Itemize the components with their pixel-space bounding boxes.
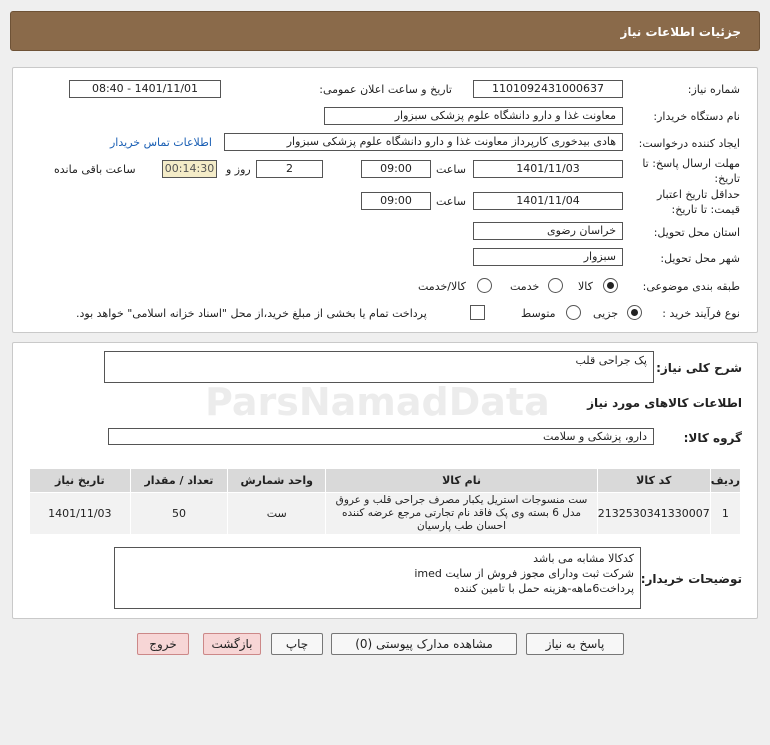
col-unit: واحد شمارش <box>228 469 326 493</box>
buyer-notes-line-2: شرکت ثبت ودارای مجوز فروش از سایت imed <box>414 567 634 580</box>
announce-label: تاریخ و ساعت اعلان عمومی: <box>319 83 452 96</box>
remaining-time-field: 00:14:30 <box>162 160 217 178</box>
need-description-label: شرح کلی نیاز: <box>656 361 742 375</box>
buyer-org-label: نام دستگاه خریدار: <box>653 110 740 123</box>
remaining-time-label: ساعت باقی مانده <box>54 163 136 176</box>
need-number-field: 1101092431000637 <box>473 80 623 98</box>
goods-table-header <box>30 469 741 493</box>
reply-button[interactable]: پاسخ به نیاز <box>526 633 624 655</box>
print-button[interactable]: چاپ <box>271 633 323 655</box>
process-option-medium: متوسط <box>521 307 556 320</box>
cell-qty: 50 <box>130 493 228 535</box>
category-radio-goods-service[interactable] <box>477 278 492 293</box>
buyer-contact-link[interactable]: اطلاعات تماس خریدار <box>110 136 212 149</box>
validity-label: حداقل تاریخ اعتبار <box>656 188 740 201</box>
attachments-button[interactable]: مشاهده مدارک پیوستی (0) <box>331 633 517 655</box>
page-header <box>10 11 760 51</box>
process-radio-medium[interactable] <box>566 305 581 320</box>
col-name: نام کالا <box>326 469 598 493</box>
buyer-notes-label: توضیحات خریدار: <box>640 572 742 586</box>
announce-datetime-field: 1401/11/01 - 08:40 <box>69 80 221 98</box>
goods-table <box>29 468 741 535</box>
validity-time-field: 09:00 <box>361 192 431 210</box>
cell-name-line-1: ست منسوجات استریل یکبار مصرف جراحی قلب و عروق <box>335 494 588 506</box>
page-title: جزئیات اطلاعات نیاز <box>620 25 741 39</box>
cell-name <box>326 493 598 535</box>
reply-date-field: 1401/11/03 <box>473 160 623 178</box>
process-label: نوع فرآیند خرید : <box>662 307 740 320</box>
category-option-service: خدمت <box>510 280 540 293</box>
goods-info-title: اطلاعات کالاهای مورد نیاز <box>587 396 742 410</box>
process-radio-minor[interactable] <box>627 305 642 320</box>
need-description-field: پک جراحی قلب <box>104 351 654 383</box>
treasury-payment-text: پرداخت تمام یا بخشی از مبلغ خرید،از محل "اسناد خزانه اسلامی" خواهد بود. <box>76 307 427 320</box>
cell-code: 2132530341330007 <box>597 493 710 535</box>
category-option-goods: کالا <box>578 280 593 293</box>
city-label: شهر محل تحویل: <box>660 252 740 265</box>
goods-group-label: گروه کالا: <box>683 431 742 445</box>
col-row: ردیف <box>710 469 740 493</box>
treasury-payment-checkbox[interactable] <box>470 305 485 320</box>
need-number-label: شماره نیاز: <box>687 83 740 96</box>
exit-button[interactable]: خروج <box>137 633 189 655</box>
buyer-notes-box <box>114 547 641 609</box>
cell-row: 1 <box>710 493 740 535</box>
days-label: روز و <box>226 163 251 176</box>
category-radio-service[interactable] <box>548 278 563 293</box>
cell-name-line-2: مدل 6 بسته وی پک فاقد نام تجارتی مرجع عرضه کننده <box>342 507 582 519</box>
cell-date: 1401/11/03 <box>30 493 131 535</box>
creator-field: هادی بیدخوری کارپرداز معاونت غذا و دارو دانشگاه علوم پزشکی سبزوار <box>224 133 623 151</box>
province-field: خراسان رضوی <box>473 222 623 240</box>
goods-group-field: دارو، پزشکی و سلامت <box>108 428 654 445</box>
validity-time-label: ساعت <box>436 195 466 208</box>
validity-label-2: قیمت: تا تاریخ: <box>671 203 740 216</box>
days-field: 2 <box>256 160 323 178</box>
validity-date-field: 1401/11/04 <box>473 192 623 210</box>
buyer-org-field: معاونت غذا و دارو دانشگاه علوم پزشکی سبزوار <box>324 107 623 125</box>
buyer-notes-line-3: پرداخت6ماهه-هزینه حمل با تامین کننده <box>453 582 634 595</box>
back-button[interactable]: بازگشت <box>203 633 261 655</box>
reply-time-label: ساعت <box>436 163 466 176</box>
col-code: کد کالا <box>597 469 710 493</box>
cell-unit: ست <box>228 493 326 535</box>
cell-name-line-3: احسان طب پارسیان <box>416 520 507 532</box>
reply-deadline-label: مهلت ارسال پاسخ: تا <box>642 157 740 170</box>
buyer-notes-line-1: کدکالا مشابه می باشد <box>533 552 634 565</box>
table-row <box>30 493 741 535</box>
province-label: استان محل تحویل: <box>653 226 740 239</box>
reply-time-field: 09:00 <box>361 160 431 178</box>
category-radio-goods[interactable] <box>603 278 618 293</box>
creator-label: ایجاد کننده درخواست: <box>638 137 740 150</box>
category-label: طبقه بندی موضوعی: <box>642 280 740 293</box>
col-qty: تعداد / مقدار <box>130 469 228 493</box>
reply-deadline-label-2: تاریخ: <box>714 172 740 185</box>
city-field: سبزوار <box>473 248 623 266</box>
category-option-goods-service: کالا/خدمت <box>418 280 466 293</box>
col-date: تاریخ نیاز <box>30 469 131 493</box>
process-option-minor: جزیی <box>593 307 619 320</box>
